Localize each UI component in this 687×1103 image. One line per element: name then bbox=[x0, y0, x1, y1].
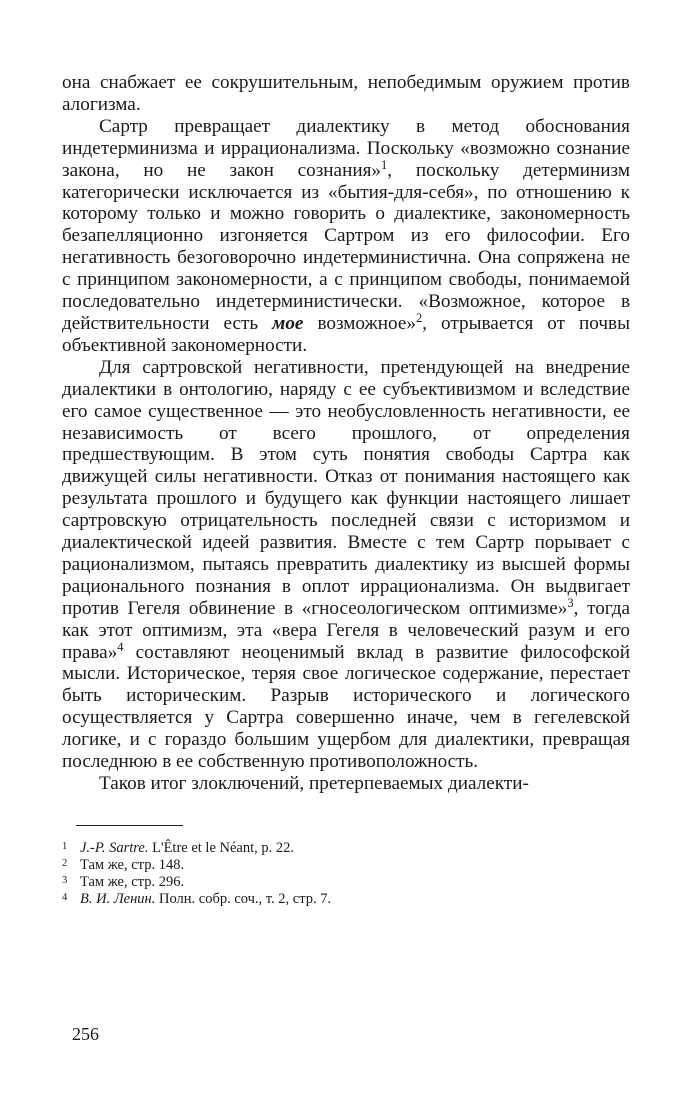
footnote bbox=[62, 891, 630, 908]
paragraph-text: возможное» bbox=[303, 312, 416, 334]
paragraph-text: , тогда как этот оптимизм, эта «вера Гегеля в человеческий разум и его права» bbox=[62, 597, 630, 663]
page-number: 256 bbox=[72, 1024, 99, 1044]
paragraph-text: , поскольку детерминизм категорически исключается из «бытия-для-себя», по отношению к которому только и можно говорить о диалектике, закономерность безапелляционно изгоняется Сартром из его философии. Его негативность безоговорочно индетерминистична. Она сопряжена не с принципом закономерности, а с принципом свободы, понимаемой последовательно индетерминистически. «Возможное, которое в действительности есть bbox=[62, 159, 630, 334]
footnotes bbox=[62, 840, 630, 908]
footnote-text: Там же, стр. 296. bbox=[80, 873, 185, 890]
paragraph bbox=[62, 72, 630, 116]
footnote-number: 2 bbox=[62, 857, 68, 869]
footnote-number: 4 bbox=[62, 891, 68, 903]
footnote-text: Там же, стр. 148. bbox=[80, 856, 185, 873]
emphasized-word: мое bbox=[272, 312, 304, 334]
paragraph-text: Таков итог злоключений, претерпеваемых диалекти- bbox=[99, 773, 529, 794]
footnote-reference: 1 bbox=[381, 157, 388, 172]
paragraph bbox=[62, 116, 630, 357]
footnote bbox=[62, 840, 630, 857]
footnote-author: J.-P. Sartre. bbox=[80, 839, 149, 856]
paragraph-text: , отрывается от почвы объективной закономерности. bbox=[62, 312, 630, 356]
footnote-text: L'Être et le Néant, p. 22. bbox=[148, 839, 295, 856]
footnote-reference: 3 bbox=[567, 595, 574, 610]
footnote-text: Полн. собр. соч., т. 2, стр. 7. bbox=[155, 890, 332, 907]
footnote-reference: 2 bbox=[416, 310, 423, 325]
paragraph bbox=[62, 773, 630, 795]
paragraph-text: она снабжает ее сокрушительным, непобедимым оружием против алогизма. bbox=[62, 72, 630, 115]
footnote-number: 3 bbox=[62, 874, 68, 886]
footnote-reference: 4 bbox=[117, 639, 124, 654]
footnote bbox=[62, 874, 630, 891]
footnote-author: В. И. Ленин. bbox=[80, 890, 156, 907]
main-text bbox=[62, 72, 630, 795]
page-body bbox=[62, 72, 630, 908]
footnote bbox=[62, 857, 630, 874]
paragraph-text: составляют неоценимый вклад в развитие философской мысли. Историческое, теряя свое логическое содержание, перестает быть историческим. Разрыв исторического и логического осуществляется у Сартра совершенно иначе, чем в гегелевской логике, и с гораздо большим ущербом для диалектики, превращая последнюю в ее собственную противоположность. bbox=[62, 641, 630, 773]
paragraph-text: Сартр превращает диалектику в метод обоснования индетерминизма и иррационализма. Поскольку «возможно сознание закона, но не закон сознания» bbox=[62, 115, 630, 181]
footnote-divider bbox=[76, 825, 183, 826]
footnote-number: 1 bbox=[62, 840, 68, 852]
paragraph-text: Для сартровской негативности, претендующей на внедрение диалектики в онтологию, наряду с ее субъективизмом и вследствие его самое существенное — это необусловленность негативности, ее независимость от всего прошлого, от определения предшествующим. В этом суть понятия свободы Сартра как движущей силы негативности. Отказ от понимания настоящего как результата прошлого и будущего как функции настоящего лишает сартровскую отрицательность последней связи с историзмом и диалектической идеей развития. Вместе с тем Сартр порывает с рационализмом, пытаясь превратить диалектику из высшей формы рационального познания в оплот иррационализма. Он выдвигает против Гегеля обвинение в «гносеологическом оптимизме» bbox=[62, 356, 630, 619]
paragraph bbox=[62, 357, 630, 773]
